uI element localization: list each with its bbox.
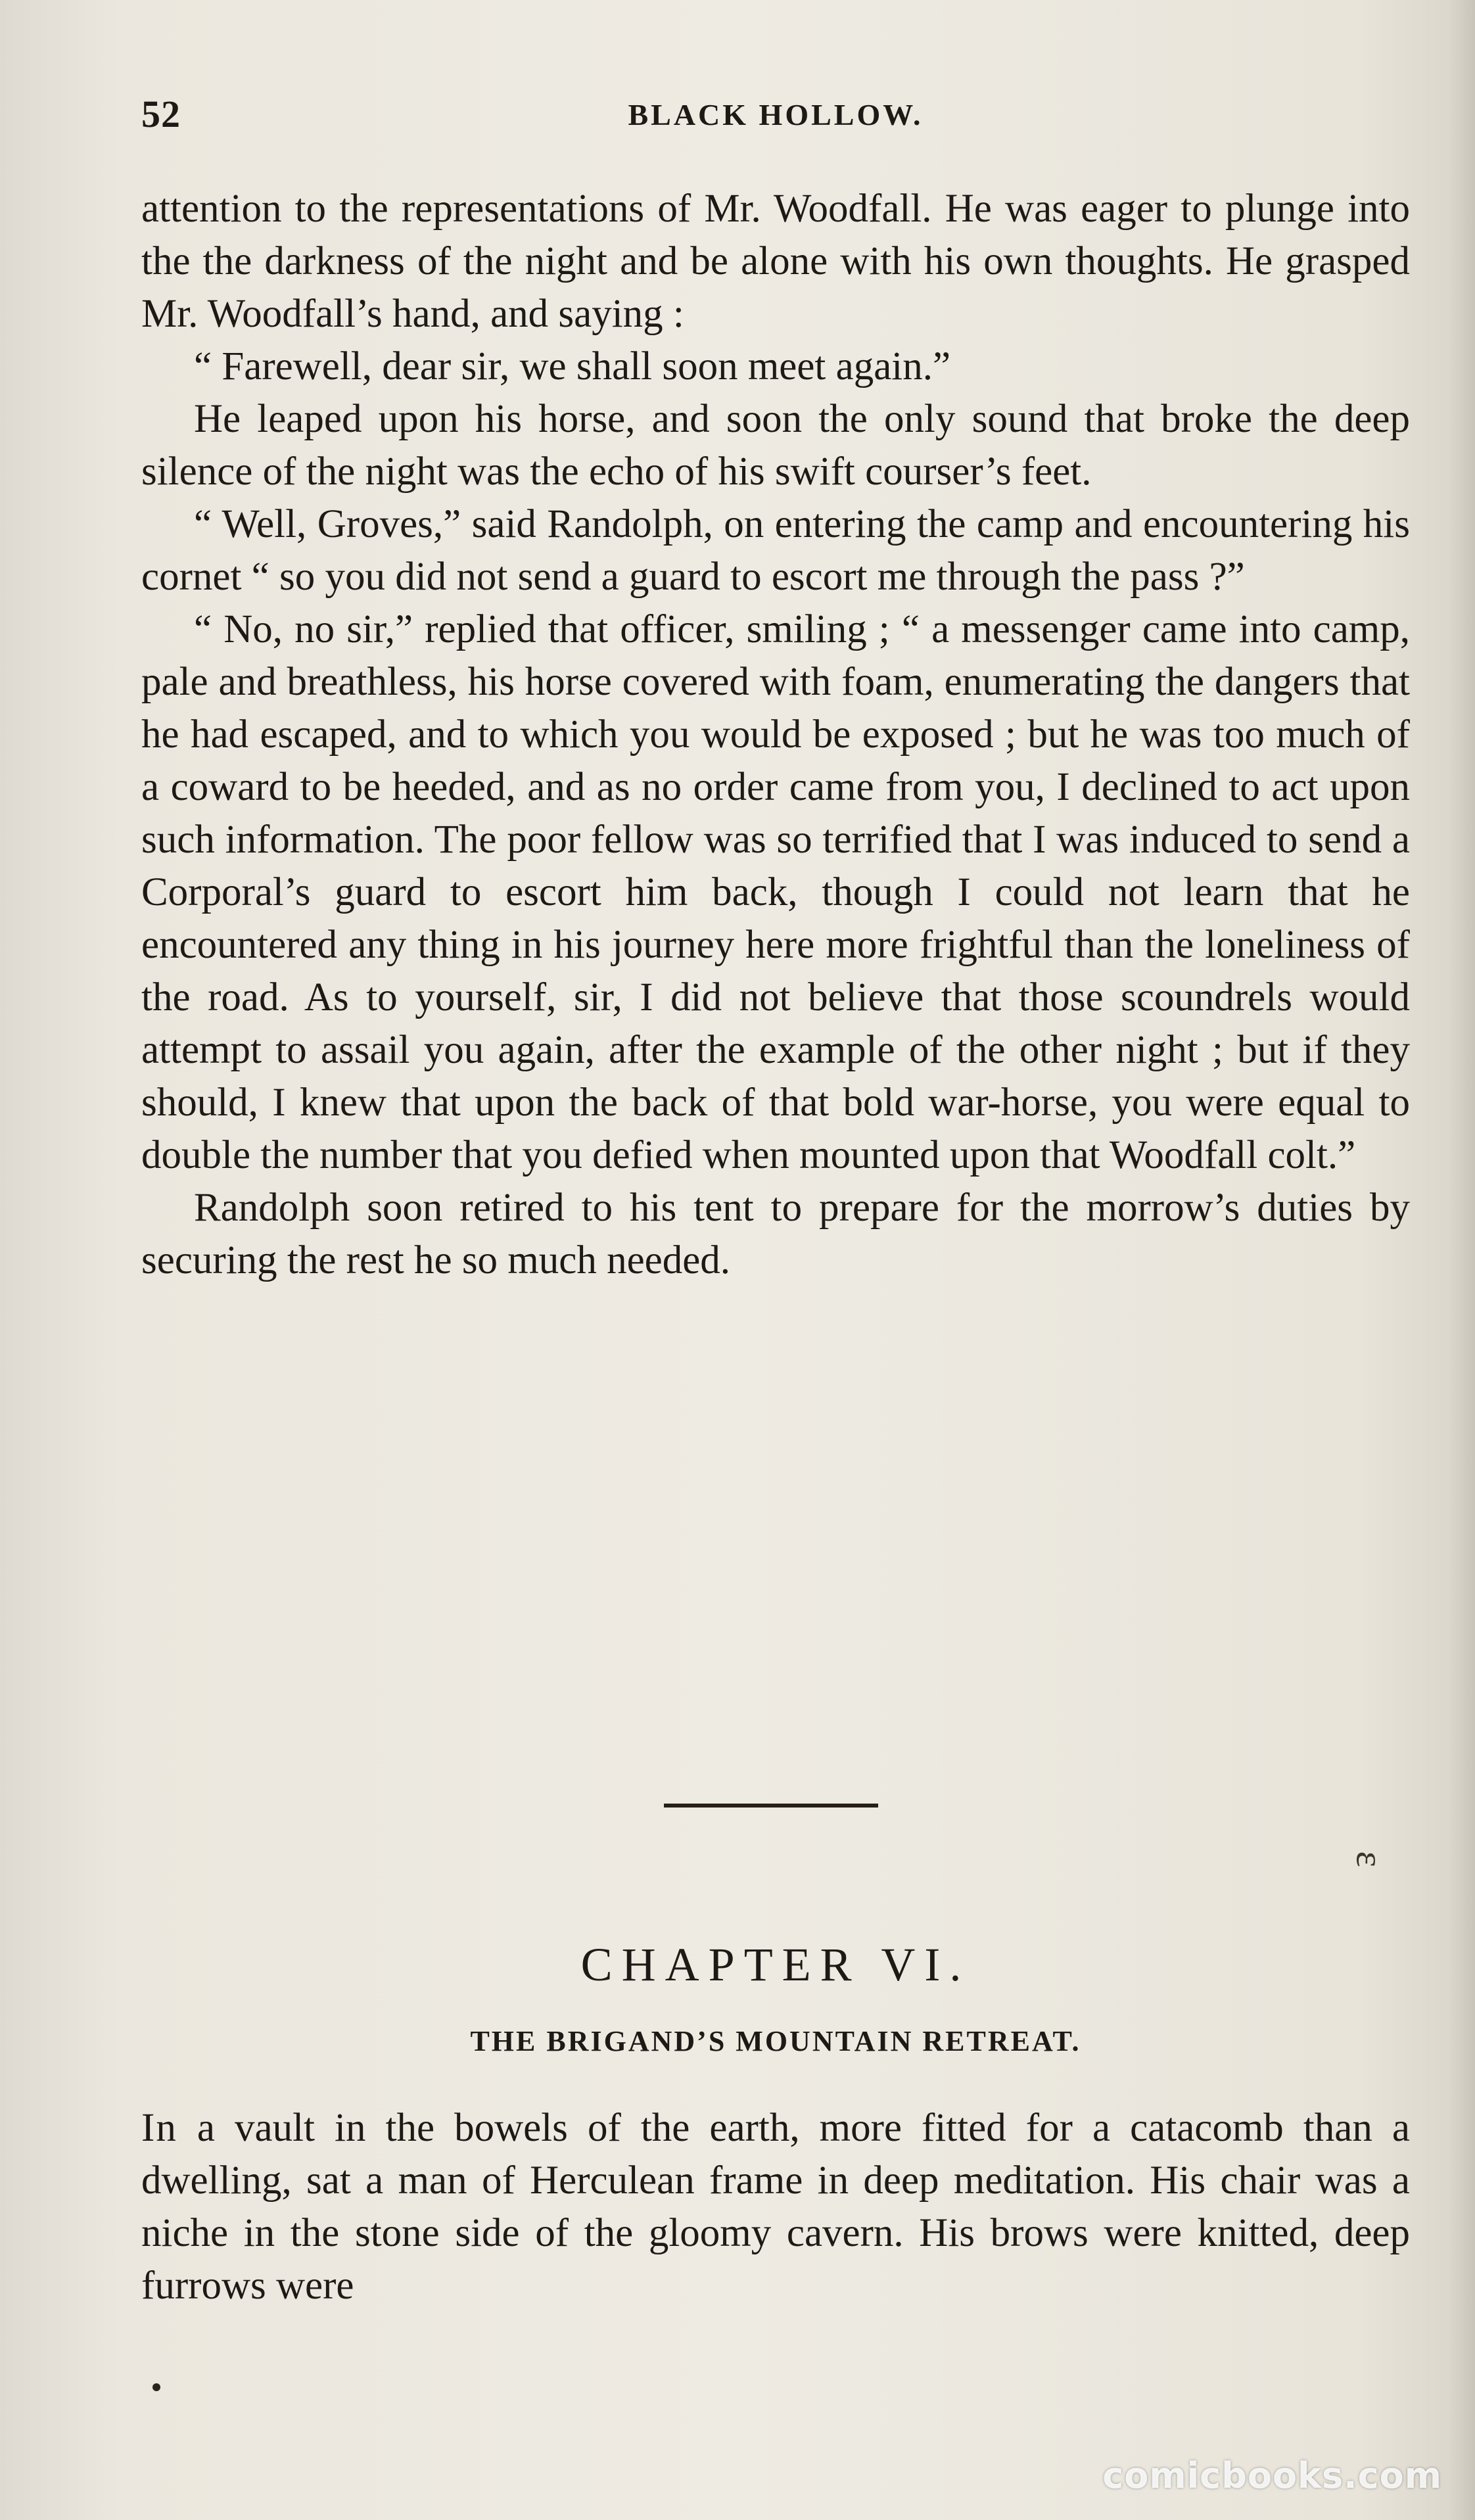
chapter-heading: CHAPTER VI. [580,1938,971,1991]
section-divider [664,1804,878,1808]
page-number: 52 [141,93,181,135]
paragraph-continued: attention to the representations of Mr. Woodfall. He was eager to plunge into the the darkness of the night and be alone with his own thoughts. He grasped Mr. Woodfall’s hand, and saying : [141,187,1410,336]
running-title: BLACK HOLLOW. [628,98,924,131]
page-edge-shadow [1449,0,1475,2520]
watermark: comicbooks.com [1102,2455,1442,2496]
paragraph-groves: “ Well, Groves,” said Randolph, on entering the camp and encountering his cornet “ so you did not send a guard to escort me through the pass ?” [141,502,1410,599]
chapter-opening-text: a vault in the bowels of the earth, more fitted for a catacomb than a dwelling, sat a man of Herculean frame in deep meditation. His chair was a niche in the stone side of the gloomy cavern. His brows were knitted, deep furrows were [141,2106,1410,2308]
paragraph-randolph-retired: Randolph soon retired to his tent to prepare for the morrow’s duties by securing the rest he so much needed. [141,1186,1410,1282]
margin-mark: ε [1348,1851,1392,1867]
chapter-opening-paragraph [141,2102,1410,2312]
paragraph-farewell: “ Farewell, dear sir, we shall soon meet again.” [194,344,951,388]
paragraph-officer-reply: “ No, no sir,” replied that officer, smiling ; “ a messenger came into camp, pale and breathless, his horse covered with foam, enumerating the dangers that he had escaped, and to which you would be exposed ; but he was too much of a coward to be heeded, and as no order came from you, I declined to act upon such information. The poor fellow was so terrified that I was induced to send a Corporal’s guard to escort him back, though I could not learn that he encountered any thing in his journey here more frightful than the loneliness of the road. As to yourself, sir, I did not believe that those scoundrels would attempt to assail you again, after the example of the other night ; but if they should, I knew that upon the back of that bold war-horse, you were equal to double the number that you defied when mounted upon that Woodfall colt.” [141,607,1410,1177]
ink-spot [152,2383,160,2391]
body-text [141,183,1410,1287]
chapter-opening-word: In [141,2106,177,2150]
paragraph-horse: He leaped upon his horse, and soon the only sound that broke the deep silence of the night was the echo of his swift courser’s feet. [141,397,1410,494]
chapter-subtitle: THE BRIGAND’S MOUNTAIN RETREAT. [470,2025,1081,2057]
running-head [141,92,1410,145]
